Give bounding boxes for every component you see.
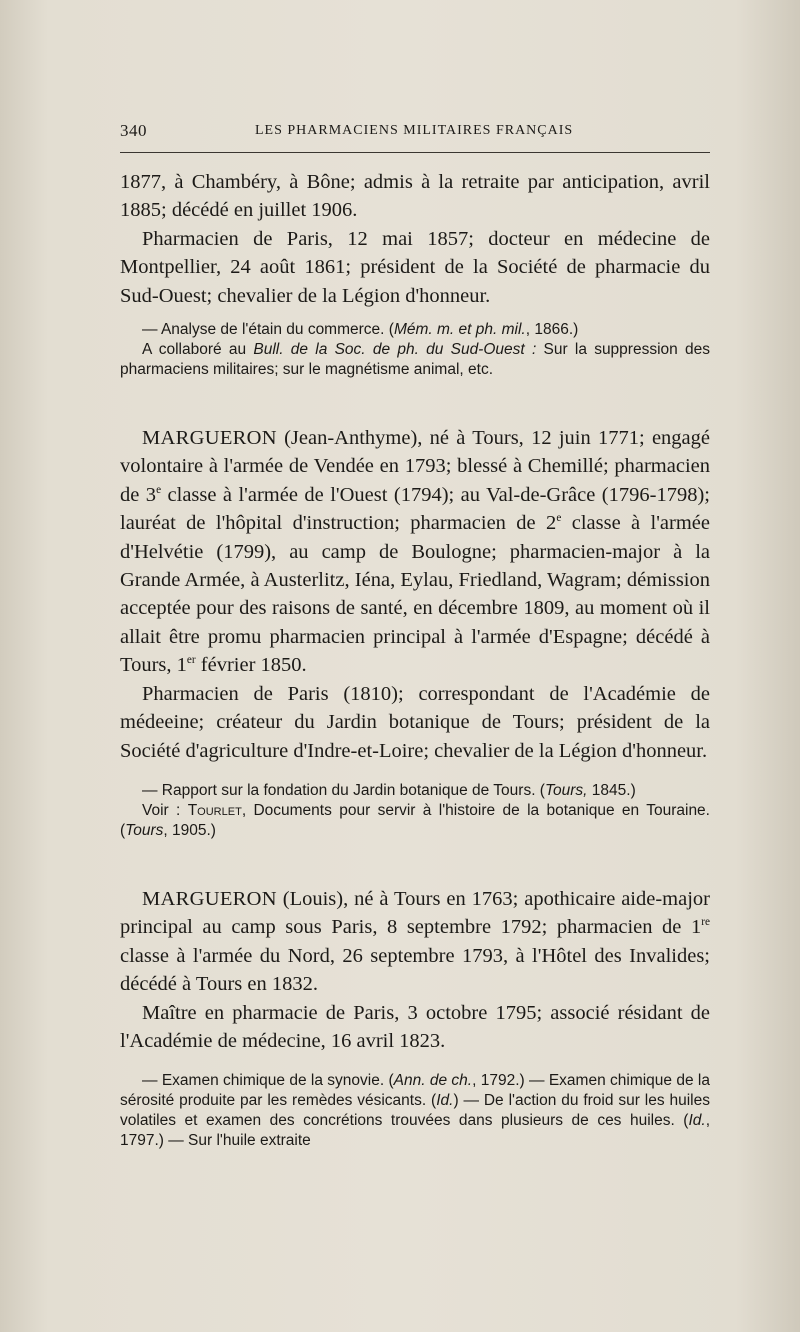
entry2-paragraph-2: Pharmacien de Paris (1810); correspondant de l'Académie de médeeine; créateur du Jardin botanique de Tours; président de la Société d'agriculture d'Indre-et-Loire; chevalier de la Légion d'honneur. <box>120 682 710 762</box>
entry2-name: MARGUERON <box>142 427 277 450</box>
header-rule <box>120 152 710 153</box>
entry3-paragraph-2: Maître en pharmacie de Paris, 3 octobre 1795; associé résidant de l'Académie de médecine, 16 avril 1823. <box>120 1001 710 1052</box>
entry3-name: MARGUERON <box>142 887 277 910</box>
page-body <box>120 168 710 1151</box>
running-title: LES PHARMACIENS MILITAIRES FRANÇAIS <box>255 123 574 138</box>
entry3-paragraph-1: MARGUERON (Louis), né à Tours en 1763; apothicaire aide-major principal au camp sous Paris, 8 septembre 1792; pharmacien de 1re classe à l'armée du Nord, 26 septembre 1793, à l'Hôtel des Invalides; décédé à Tours en 1832. <box>120 887 710 996</box>
entry2-paragraph-1: MARGUERON (Jean-Anthyme), né à Tours, 12 juin 1771; engagé volontaire à l'armée de Vendée en 1793; blessé à Chemillé; pharmacien de 3e classe à l'armée de l'Ouest (1794); au Val-de-Grâce (1796-1798); lauréat de l'hôpital d'instruction; pharmacien de 2e classe à l'armée d'Helvétie (1799), au camp de Boulogne; pharmacien-major à la Grande Armée, à Austerlitz, Iéna, Eylau, Friedland, Wagram; démission acceptée pour des raisons de santé, en décembre 1809, au moment où il allait être promu pharmacien principal à l'armée d'Espagne; décédé à Tours, 1er février 1850. <box>120 427 710 677</box>
entry2-note-1: — Rapport sur la fondation du Jardin botanique de Tours. (Tours, 1845.) <box>142 781 636 799</box>
entry1-paragraph-2: Pharmacien de Paris, 12 mai 1857; docteur en médecine de Montpellier, 24 août 1861; président de la Société de pharmacie du Sud-Ouest; chevalier de la Légion d'honneur. <box>120 227 710 307</box>
entry1-paragraph-1: 1877, à Chambéry, à Bône; admis à la retraite par anticipation, avril 1885; décédé en juillet 1906. <box>120 171 710 222</box>
page-number: 340 <box>120 121 147 140</box>
entry1-note-2: A collaboré au Bull. de la Soc. de ph. du Sud-Ouest : Sur la suppression des pharmaciens militaires; sur le magnétisme animal, etc. <box>120 341 711 379</box>
entry3-note: — Examen chimique de la synovie. (Ann. de ch., 1792.) — Examen chimique de la sérosité produite par les remèdes vésicants. (Id.) — De l'action du froid sur les huiles volatiles et examen des concrétions trouvées dans plusieurs de ces huiles. (Id., 1797.) — Sur l'huile extraite <box>120 1072 710 1150</box>
entry2-note-2: Voir : Tourlet, Documents pour servir à l'histoire de la botanique en Touraine. (Tours, 1905.) <box>120 801 710 839</box>
entry1-note-1: — Analyse de l'étain du commerce. (Mém. m. et ph. mil., 1866.) <box>142 321 579 339</box>
